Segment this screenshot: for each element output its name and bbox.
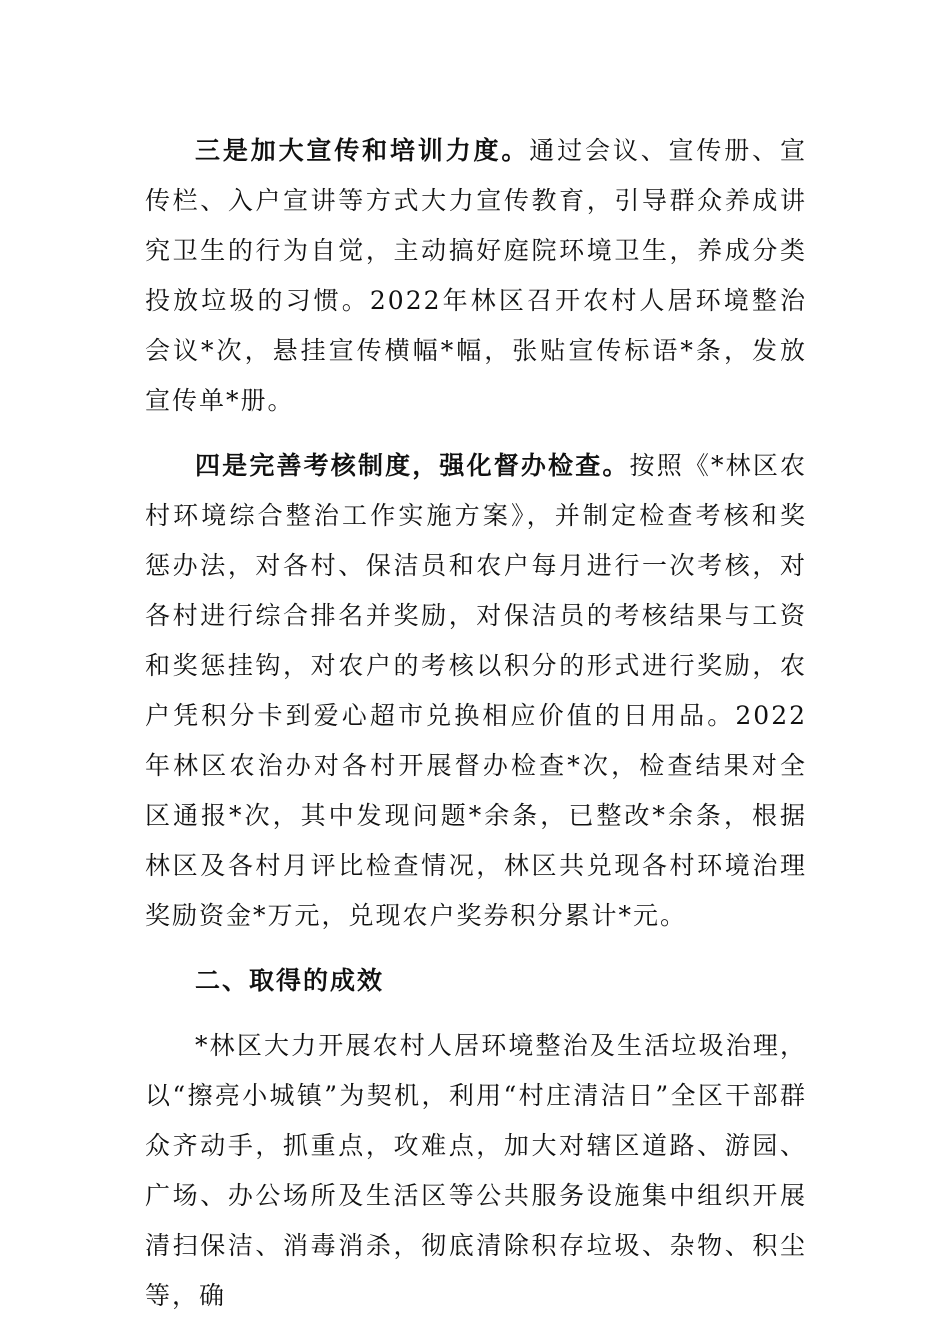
paragraph-publicity	[145, 126, 807, 426]
paragraph-lead-bold: 三是加大宣传和培训力度。	[195, 136, 530, 165]
section-heading: 二、取得的成效	[195, 966, 385, 995]
paragraph-results	[145, 1021, 807, 1321]
document-page	[145, 126, 807, 1321]
paragraph-body: *林区大力开展农村人居环境整治及生活垃圾治理，以“擦亮小城镇”为契机，利用“村庄清洁日”全区干部群众齐动手，抓重点，攻难点，加大对辖区道路、游园、广场、办公场所及生活区等公共服务设施集中组织开展清扫保洁、消毒消杀，彻底清除积存垃圾、杂物、积尘等，确	[145, 1031, 807, 1310]
paragraph-assessment	[145, 441, 807, 941]
paragraph-body: 按照《*林区农村环境综合整治工作实施方案》，并制定检查考核和奖惩办法，对各村、保洁员和农户每月进行一次考核，对各村进行综合排名并奖励，对保洁员的考核结果与工资和奖惩挂钩，对农户的考核以积分的形式进行奖励，农户凭积分卡到爱心超市兑换相应价值的日用品。2022年林区农治办对各村开展督办检查*次，检查结果对全区通报*次，其中发现问题*余条，已整改*余条，根据林区及各村月评比检查情况，林区共兑现各村环境治理奖励资金*万元，兑现农户奖券积分累计*元。	[145, 451, 807, 930]
paragraph-lead-bold: 四是完善考核制度，强化督办检查。	[195, 451, 630, 480]
paragraph-body: 通过会议、宣传册、宣传栏、入户宣讲等方式大力宣传教育，引导群众养成讲究卫生的行为自觉，主动搞好庭院环境卫生，养成分类投放垃圾的习惯。2022年林区召开农村人居环境整治会议*次，悬挂宣传横幅*幅，张贴宣传标语*条，发放宣传单*册。	[145, 136, 807, 415]
